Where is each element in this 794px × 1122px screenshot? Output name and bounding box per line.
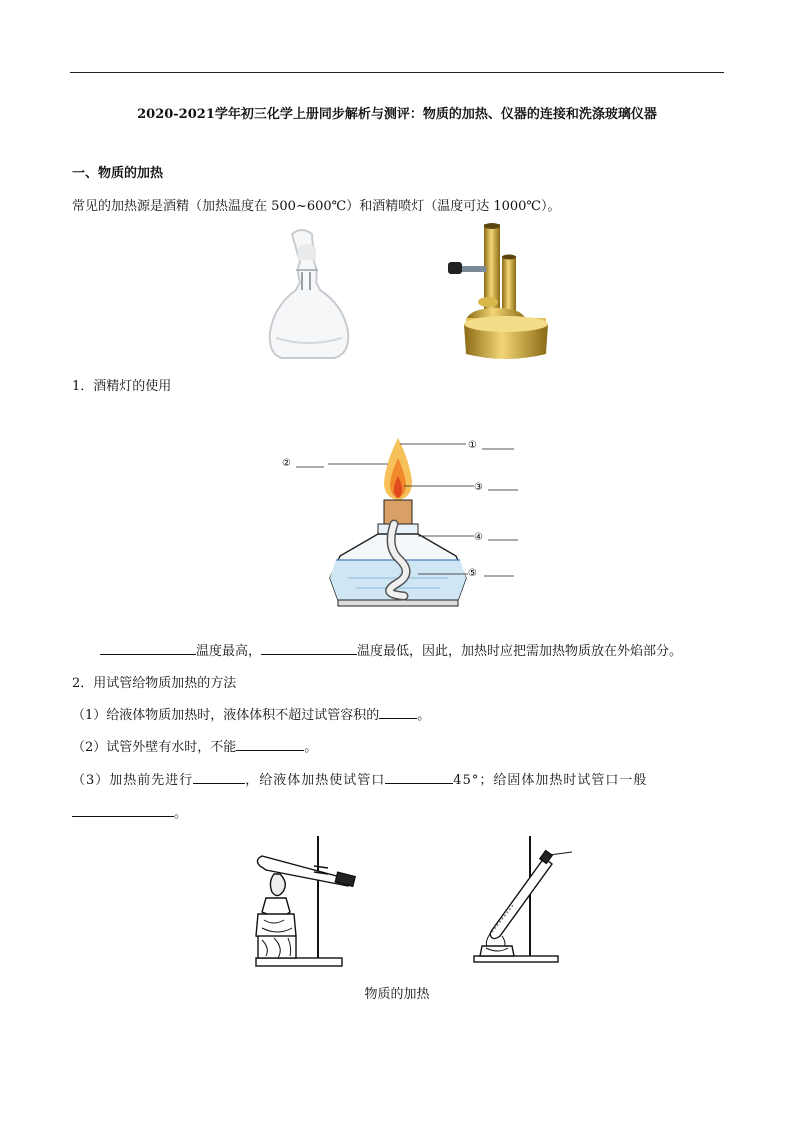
blank-hottest[interactable] <box>100 642 196 655</box>
blank-coolest[interactable] <box>261 642 357 655</box>
item-1 <box>72 706 430 725</box>
item-2-text: （2）试管外壁有水时，不能 <box>72 740 237 755</box>
subheading-test-tube-heating: 2．用试管给物质加热的方法 <box>72 676 237 691</box>
item-3-text-b: ，给液体加热使试管口 <box>245 773 386 788</box>
subheading-lamp-use: 1．酒精灯的使用 <box>72 379 172 394</box>
item-1-text: （1）给液体物质加热时，液体体积不超过试管容积的 <box>72 708 380 723</box>
glass-alcohol-lamp-image <box>262 226 352 364</box>
lamp-cork <box>384 500 412 524</box>
item-2 <box>72 738 317 757</box>
label-4: ④ <box>474 532 483 543</box>
flame-sentence-part1: 温度最高， <box>196 644 262 659</box>
item-1-end: 。 <box>417 708 431 723</box>
label-5: ⑤ <box>468 568 477 579</box>
label-2: ② <box>282 458 291 469</box>
figure-caption: 物质的加热 <box>364 987 430 1002</box>
alcohol-lamp-diagram <box>278 428 520 610</box>
item-3-text-a: （3）加热前先进行 <box>72 773 194 788</box>
header-rule <box>70 72 724 73</box>
blank-item-3a[interactable] <box>193 771 245 784</box>
flame-sentence-part2: 温度最低，因此，加热时应把需加热物质放在外焰部分。 <box>357 644 683 659</box>
label-3: ③ <box>474 482 483 493</box>
item-3-continued <box>72 804 187 823</box>
flame-temperature-sentence <box>100 642 682 661</box>
item-2-end: 。 <box>304 740 318 755</box>
alcohol-burner-image <box>440 222 552 367</box>
blank-item-1[interactable] <box>379 706 417 719</box>
solid-heating-apparatus <box>244 830 366 968</box>
item-3-end: 。 <box>174 806 188 821</box>
blank-item-3b[interactable] <box>385 771 453 784</box>
item-3-text-c: 45°；给固体加热时试管口一般 <box>453 773 648 788</box>
blank-item-3c[interactable] <box>72 804 174 817</box>
label-1: ① <box>468 440 477 451</box>
blank-item-2[interactable] <box>236 738 304 751</box>
section-heading-heating: 一、物质的加热 <box>72 166 164 181</box>
page-title: 2020-2021学年初三化学上册同步解析与测评：物质的加热、仪器的连接和洗涤玻璃仪器 <box>137 107 657 122</box>
item-3 <box>72 771 647 790</box>
liquid-heating-apparatus <box>472 834 580 964</box>
intro-text: 常见的加热源是酒精（加热温度在 500~600℃）和酒精喷灯（温度可达 1000℃）。 <box>72 199 561 214</box>
